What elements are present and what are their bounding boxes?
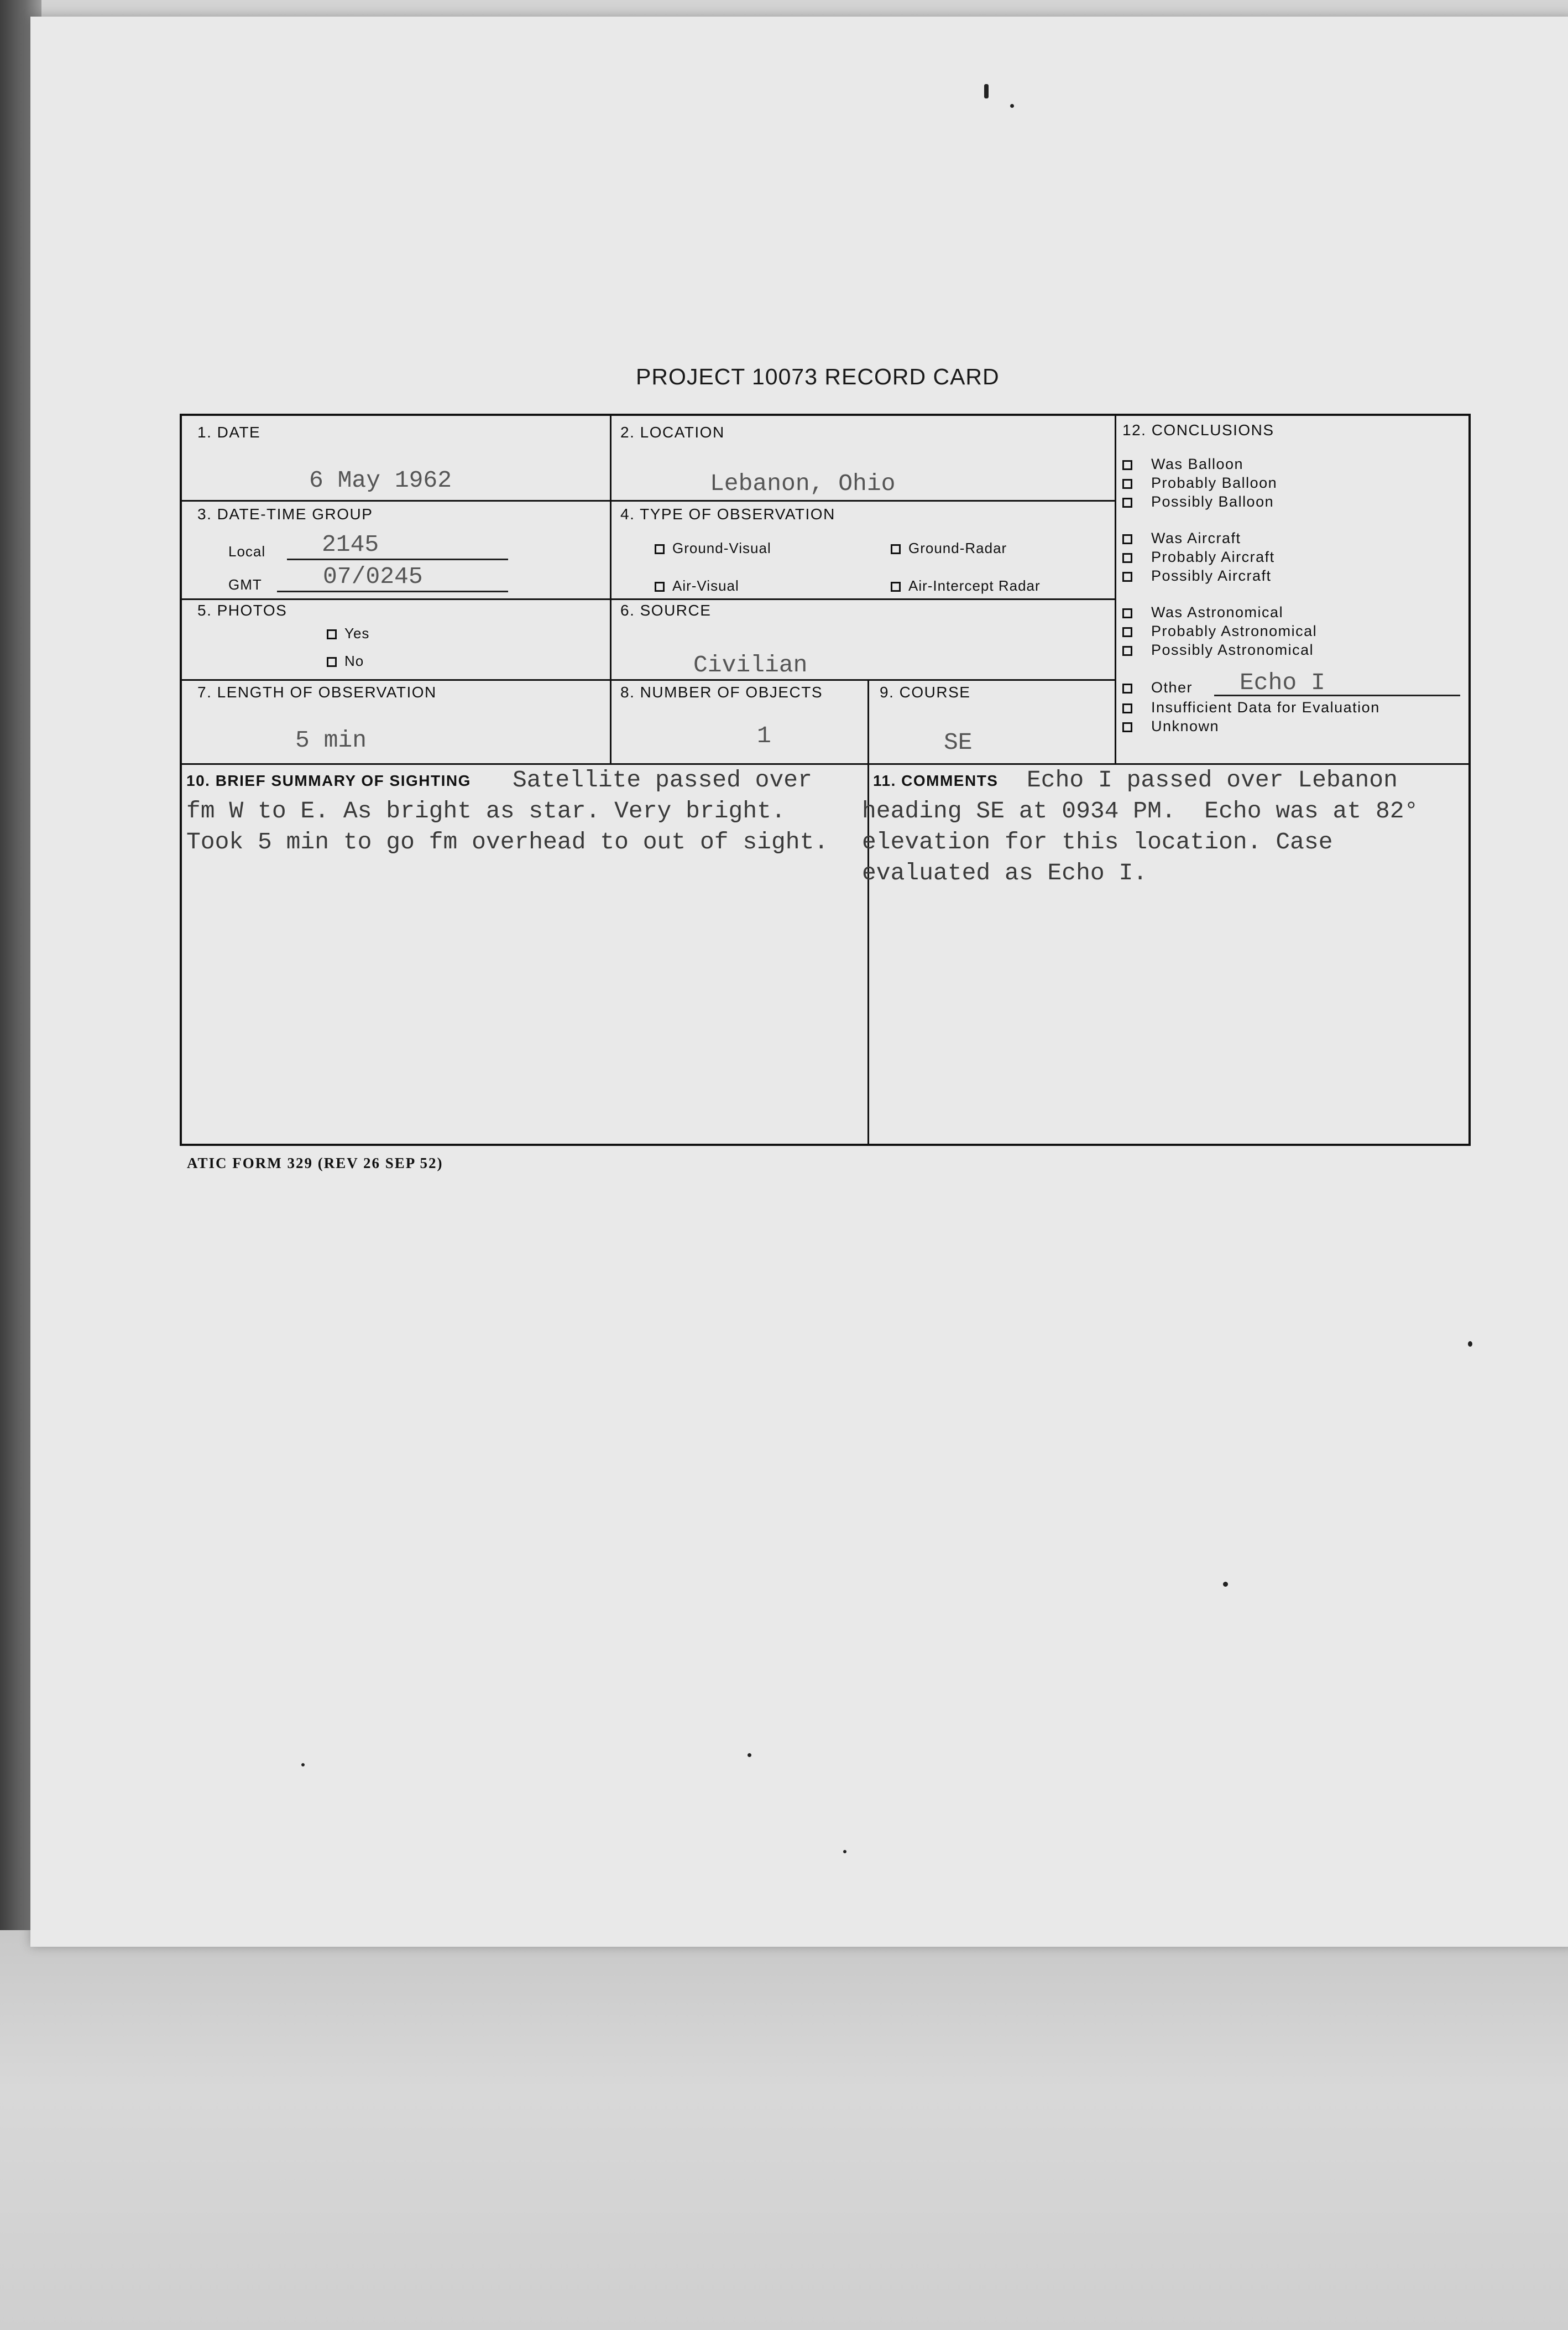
checkbox-icon [327,657,337,667]
comments-line-2: heading SE at 0934 PM. Echo was at 82° [862,797,1419,825]
summary-line-2: fm W to E. As bright as star. Very bright. [186,797,786,825]
checkbox-icon [1122,684,1132,694]
local-value: 2145 [322,531,379,558]
checkbox-icon [1122,608,1132,618]
length-of-observation-label: 7. LENGTH OF OBSERVATION [197,684,437,701]
comments-line-1: Echo I passed over Lebanon [1027,767,1398,794]
summary-line-1: Satellite passed over [513,767,812,794]
checkbox-icon [1122,627,1132,637]
checkbox-icon [1122,534,1132,544]
source-value: Civilian [693,651,808,679]
length-of-observation-value: 5 min [295,727,367,754]
comments-line-4: evaluated as Echo I. [862,859,1148,887]
air-visual-option: Air-Visual [655,577,739,595]
conclusion-insufficient-data: Insufficient Data for Evaluation [1122,699,1380,716]
number-of-objects-label: 8. NUMBER OF OBJECTS [620,684,823,701]
local-label: Local [228,543,266,560]
conclusion-was-aircraft: Was Aircraft [1122,530,1241,547]
gmt-underline [277,591,508,592]
comments-line-3: elevation for this location. Case [862,828,1333,856]
ground-radar-option: Ground-Radar [891,540,1007,557]
dust-speck [1223,1582,1228,1587]
checkbox-icon [655,582,665,592]
checkbox-icon [1122,553,1132,563]
type-of-observation-label: 4. TYPE OF OBSERVATION [620,505,835,523]
form-id: ATIC FORM 329 (REV 26 SEP 52) [187,1155,443,1171]
card-title: PROJECT 10073 RECORD CARD [636,364,1000,389]
photos-no-option: No [327,653,364,670]
col-divider-2 [1115,416,1116,763]
photos-label: 5. PHOTOS [197,602,288,619]
gmt-value: 07/0245 [323,563,423,590]
dust-speck [1468,1341,1472,1347]
date-time-group-label: 3. DATE-TIME GROUP [197,505,373,523]
ground-visual-option: Ground-Visual [655,540,771,557]
checkbox-icon [891,544,901,554]
air-intercept-radar-option: Air-Intercept Radar [891,577,1041,595]
dust-speck [984,84,989,98]
gmt-label: GMT [228,576,262,593]
conclusion-was-astronomical: Was Astronomical [1122,604,1283,621]
dust-speck [1010,104,1014,108]
date-label: 1. DATE [197,424,261,441]
checkbox-icon [327,629,337,639]
checkbox-icon [1122,460,1132,470]
dust-speck [301,1763,305,1766]
conclusion-possibly-astronomical: Possibly Astronomical [1122,642,1314,659]
conclusion-unknown: Unknown [1122,718,1219,735]
checkbox-icon [1122,572,1132,582]
col-divider-1 [610,416,611,763]
row-divider-1 [182,500,1115,502]
number-of-objects-value: 1 [757,722,771,749]
dust-speck [843,1850,846,1853]
checkbox-icon [655,544,665,554]
other-value: Echo I [1240,669,1325,696]
conclusion-was-balloon: Was Balloon [1122,456,1243,473]
location-label: 2. LOCATION [620,424,725,441]
source-label: 6. SOURCE [620,602,712,619]
conclusion-other: Other [1122,679,1193,696]
comments-label: 11. COMMENTS [873,772,999,789]
conclusion-probably-astronomical: Probably Astronomical [1122,623,1317,640]
summary-label: 10. BRIEF SUMMARY OF SIGHTING [186,772,471,789]
dust-speck [748,1753,751,1757]
checkbox-icon [891,582,901,592]
photos-yes-option: Yes [327,625,369,642]
checkbox-icon [1122,646,1132,656]
conclusion-possibly-balloon: Possibly Balloon [1122,493,1274,510]
local-underline [287,559,508,560]
conclusion-probably-balloon: Probably Balloon [1122,475,1277,492]
film-edge-bottom [0,1930,1568,2330]
conclusion-probably-aircraft: Probably Aircraft [1122,549,1275,566]
course-label: 9. COURSE [880,684,971,701]
col-divider-objects [867,679,869,763]
course-value: SE [944,729,973,756]
summary-line-3: Took 5 min to go fm overhead to out of sight. [186,828,829,856]
location-value: Lebanon, Ohio [710,470,896,497]
checkbox-icon [1122,479,1132,489]
checkbox-icon [1122,722,1132,732]
row-divider-3 [182,679,1115,681]
conclusions-label: 12. CONCLUSIONS [1122,421,1274,439]
checkbox-icon [1122,498,1132,508]
checkbox-icon [1122,703,1132,713]
row-divider-2 [182,598,1115,600]
record-card [180,414,1471,1146]
date-value: 6 May 1962 [309,467,452,494]
conclusion-possibly-aircraft: Possibly Aircraft [1122,567,1272,585]
